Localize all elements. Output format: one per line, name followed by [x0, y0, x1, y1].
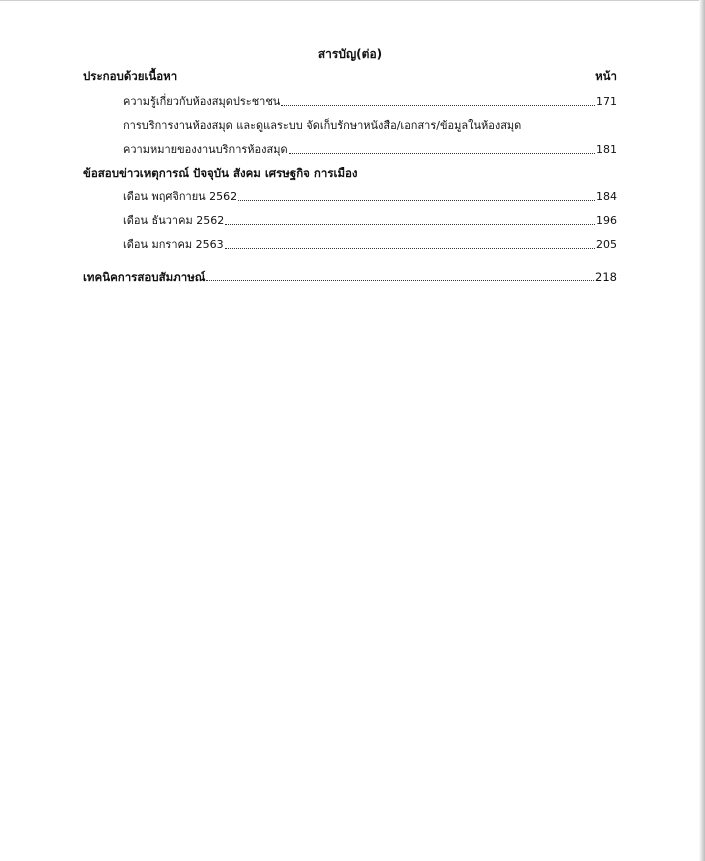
toc-entry-page: 196 — [596, 214, 617, 227]
toc-entry-text: เดือน มกราคม 2563 — [123, 238, 224, 251]
toc-section-heading — [83, 166, 617, 180]
page-edge-shadow — [699, 0, 705, 861]
toc-entry — [83, 214, 617, 228]
page-column-label: หน้า — [595, 69, 617, 83]
dot-leader — [281, 105, 595, 106]
dot-leader — [225, 224, 595, 225]
toc-entry — [83, 143, 617, 157]
toc-title: สารบัญ(ต่อ) — [317, 47, 383, 61]
dot-leader — [289, 153, 595, 154]
toc-entry — [83, 95, 617, 109]
toc-entry-text: การบริการงานห้องสมุด และดูแลระบบ จัดเก็บรักษาหนังสือ/เอกสาร/ข้อมูลในห้องสมุด — [123, 119, 522, 132]
toc-section-heading — [83, 270, 617, 284]
toc-entry-text: ความรู้เกี่ยวกับห้องสมุดประชาชน — [123, 95, 281, 108]
toc-entry — [83, 119, 617, 133]
toc-entry — [83, 190, 617, 204]
toc-entry-page: 218 — [595, 270, 617, 284]
dot-leader — [206, 280, 594, 281]
toc-entry-text: เดือน พฤศจิกายน 2562 — [123, 190, 238, 203]
toc-entry-page: 181 — [596, 143, 617, 156]
toc-entry-text: เทคนิคการสอบสัมภาษณ์ — [83, 270, 206, 284]
toc-entry-text: ข้อสอบข่าวเหตุการณ์ ปัจจุบัน สังคม เศรษฐกิจ การเมือง — [83, 166, 358, 180]
section-heading: ประกอบด้วยเนื้อหา — [83, 69, 178, 83]
toc-entry — [83, 238, 617, 252]
dot-leader — [225, 248, 595, 249]
toc-entry-page: 205 — [596, 238, 617, 251]
toc-entry-page: 184 — [596, 190, 617, 203]
toc-entry-text: เดือน ธันวาคม 2562 — [123, 214, 225, 227]
toc-entry-page: 171 — [596, 95, 617, 108]
dot-leader — [238, 200, 595, 201]
toc-header-row — [83, 69, 617, 83]
toc-entry-text: ความหมายของงานบริการห้องสมุด — [123, 143, 288, 156]
